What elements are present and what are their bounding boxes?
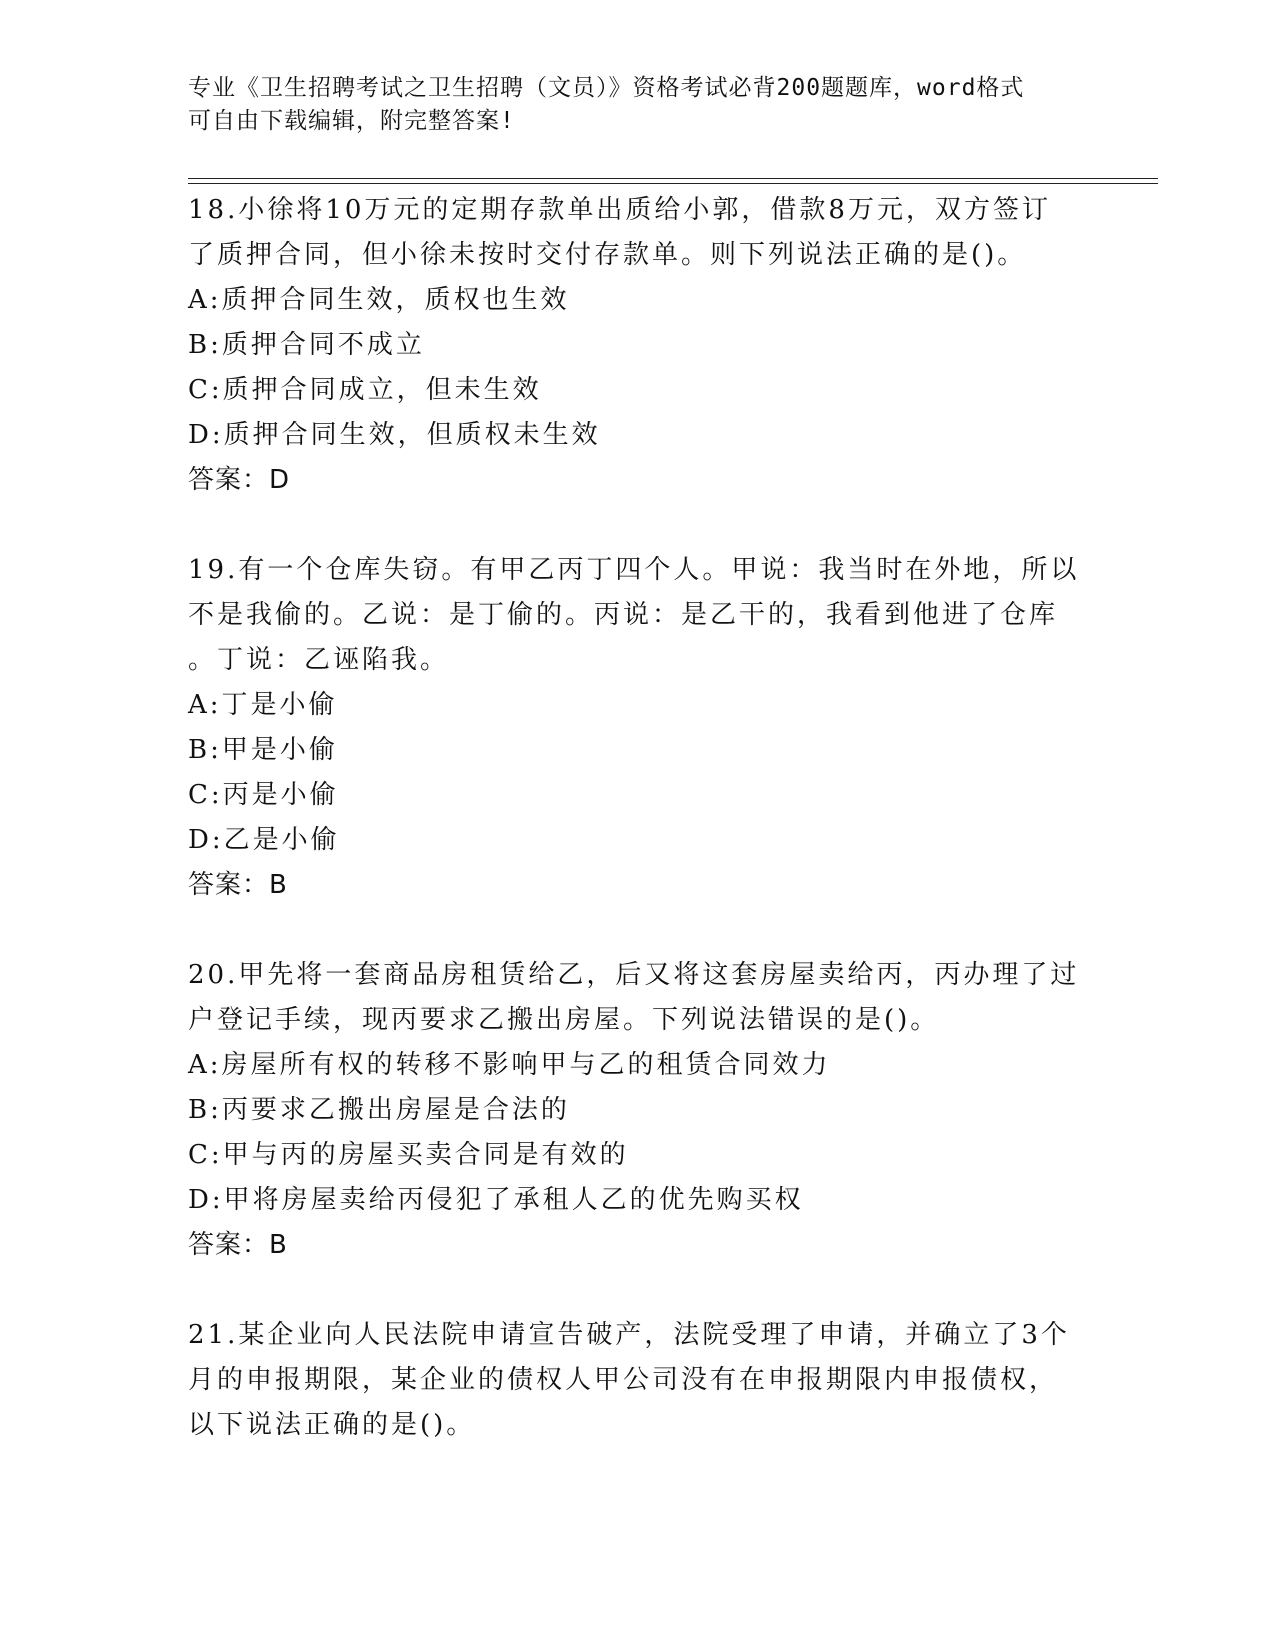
question-text-line: 18.小徐将10万元的定期存款单出质给小郭，借款8万元，双方签订: [188, 195, 1051, 225]
option-b: B:质押合同不成立: [188, 330, 425, 360]
answer-line: 答案：D: [188, 465, 291, 495]
answer-line: 答案：B: [188, 1230, 288, 1260]
header-divider-top: [188, 178, 1158, 179]
option-d: D:质押合同生效，但质权未生效: [188, 420, 601, 450]
document-header: [188, 72, 1088, 138]
option-a: A:房屋所有权的转移不影响甲与乙的租赁合同效力: [188, 1050, 831, 1080]
question-text-line: 不是我偷的。乙说：是丁偷的。丙说：是乙干的，我看到他进了仓库: [188, 600, 1059, 630]
answer-line: 答案：B: [188, 870, 288, 900]
option-d: D:甲将房屋卖给丙侵犯了承租人乙的优先购买权: [188, 1185, 804, 1215]
header-line-2: 可自由下载编辑，附完整答案!: [188, 108, 515, 134]
option-a: A:丁是小偷: [188, 690, 338, 720]
option-c: C:甲与丙的房屋买卖合同是有效的: [188, 1140, 629, 1170]
question-text-line: 以下说法正确的是()。: [188, 1410, 476, 1440]
header-divider-bottom: [188, 183, 1158, 184]
option-c: C:丙是小偷: [188, 780, 339, 810]
question-list: [188, 188, 1088, 1493]
question-text-line: 21.某企业向人民法院申请宣告破产，法院受理了申请，并确立了3个: [188, 1320, 1070, 1350]
question-20: [188, 953, 1088, 1268]
question-text-line: 了质押合同，但小徐未按时交付存款单。则下列说法正确的是()。: [188, 240, 1027, 270]
question-text-line: 户登记手续，现丙要求乙搬出房屋。下列说法错误的是()。: [188, 1005, 940, 1035]
option-d: D:乙是小偷: [188, 825, 340, 855]
question-text-line: 。丁说：乙诬陷我。: [188, 645, 450, 675]
option-a: A:质押合同生效，质权也生效: [188, 285, 570, 315]
question-18: [188, 188, 1088, 503]
option-c: C:质押合同成立，但未生效: [188, 375, 542, 405]
option-b: B:甲是小偷: [188, 735, 338, 765]
question-text-line: 20.甲先将一套商品房租赁给乙，后又将这套房屋卖给丙，丙办理了过: [188, 960, 1080, 990]
header-line-1: 专业《卫生招聘考试之卫生招聘（文员）》资格考试必背200题题库，word格式: [188, 75, 1025, 101]
option-b: B:丙要求乙搬出房屋是合法的: [188, 1095, 570, 1125]
question-19: [188, 548, 1088, 908]
question-text-line: 月的申报期限，某企业的债权人甲公司没有在申报期限内申报债权，: [188, 1365, 1059, 1395]
question-21: [188, 1313, 1088, 1448]
question-text-line: 19.有一个仓库失窃。有甲乙丙丁四个人。甲说：我当时在外地，所以: [188, 555, 1080, 585]
